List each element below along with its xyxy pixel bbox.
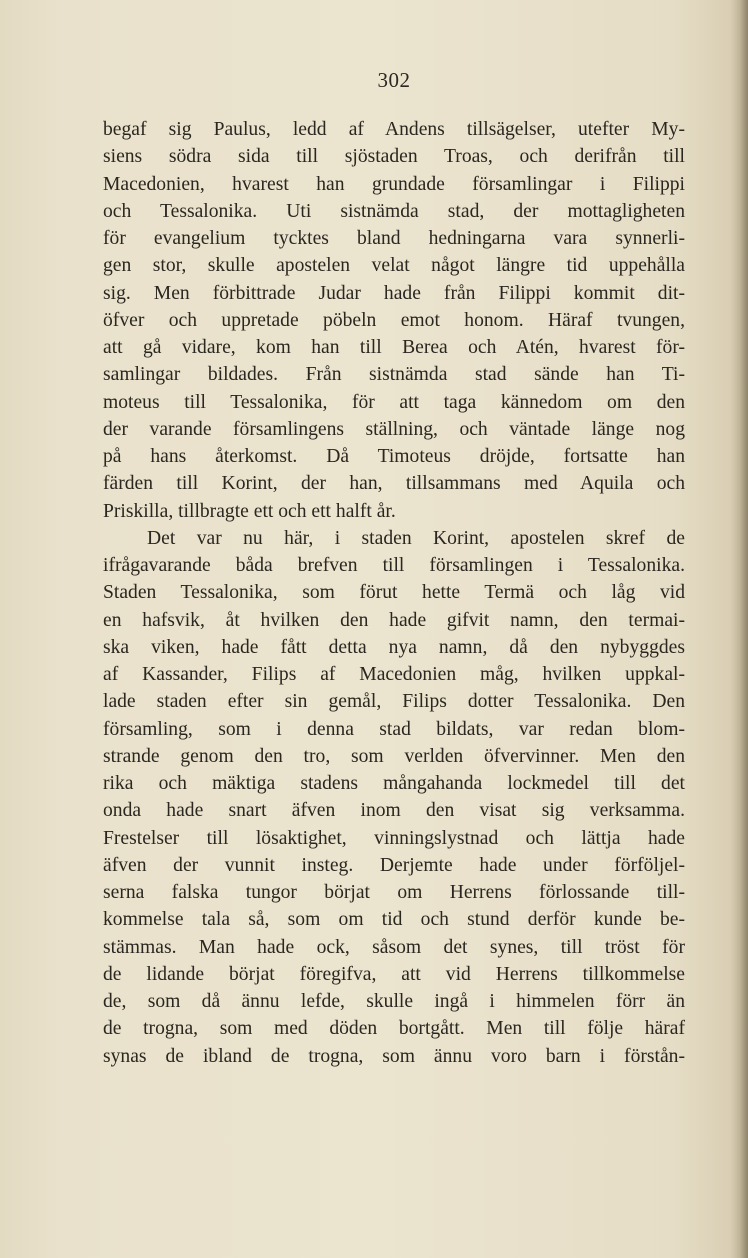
text-line: rika och mäktiga stadens mångahanda lockmedel till det [103, 773, 685, 794]
text-line: moteus till Tessalonika, för att taga kännedom om den [103, 391, 685, 413]
text-line: de, som då ännu lefde, skulle ingå i himmelen förr än [103, 991, 685, 1012]
page-edge-shadow [730, 0, 748, 1258]
text-line: siens södra sida till sjöstaden Troas, och derifrån till [103, 146, 685, 168]
text-line: af Kassander, Filips af Macedonien måg, hvilken uppkal- [103, 664, 685, 685]
page-number: 302 [377, 68, 411, 92]
text-line: de trogna, som med döden bortgått. Men till följe häraf [103, 1018, 685, 1040]
text-line: serna falska tungor börjat om Herrens förlossande till- [103, 882, 685, 903]
text-line: der varande församlingens ställning, och väntade länge nog [103, 418, 685, 440]
text-line: på hans återkomst. Då Timoteus dröjde, fortsatte han [103, 446, 685, 467]
text-line: stämmas. Man hade ock, såsom det synes, till tröst för [103, 936, 685, 958]
text-line: församling, som i denna stad bildats, var redan blom- [103, 718, 685, 740]
text-line: äfven der vunnit insteg. Derjemte hade under förföljel- [103, 854, 685, 876]
text-line: Staden Tessalonika, som förut hette Termä och låg vid [103, 582, 685, 604]
text-line: och Tessalonika. Uti sistnämda stad, der mottagligheten [103, 200, 685, 222]
text-line: onda hade snart äfven inom den visat sig verksamma. [103, 800, 685, 822]
text-line: ifrågavarande båda brefven till församlingen i Tessalonika. [103, 555, 685, 576]
paragraph-start-line: Det var nu här, i staden Korint, apostelen skref de [147, 527, 685, 549]
text-line: gen stor, skulle apostelen velat något längre tid uppehålla [103, 255, 685, 277]
text-line: öfver och uppretade pöbeln emot honom. Häraf tvungen, [103, 309, 685, 331]
text-line: för evangelium tycktes bland hedningarna vara synnerli- [103, 228, 685, 249]
text-line: de lidande börjat föregifva, att vid Herrens tillkommelse [103, 963, 685, 985]
text-line: Frestelser till lösaktighet, vinningslystnad och lättja hade [103, 827, 685, 849]
text-line: strande genom den tro, som verlden öfvervinner. Men den [103, 745, 685, 767]
text-line: kommelse tala så, som om tid och stund derför kunde be- [103, 909, 685, 931]
text-line: synas de ibland de trogna, som ännu voro barn i förstån- [103, 1045, 685, 1067]
text-line: att gå vidare, kom han till Berea och Atén, hvarest för- [103, 337, 685, 358]
text-line: samlingar bildades. Från sistnämda stad sände han Ti- [103, 364, 685, 386]
text-line: sig. Men förbittrade Judar hade från Filippi kommit dit- [103, 282, 685, 304]
text-line: Macedonien, hvarest han grundade församlingar i Filippi [103, 173, 685, 195]
text-line: färden till Korint, der han, tillsammans med Aquila och [103, 473, 685, 495]
text-line: begaf sig Paulus, ledd af Andens tillsägelser, utefter My- [103, 119, 685, 140]
paragraph-end-line: Priskilla, tillbragte ett och ett halft år. [103, 500, 396, 522]
text-line: ska viken, hade fått detta nya namn, då den nybyggdes [103, 636, 685, 658]
text-line: lade staden efter sin gemål, Filips dotter Tessalonika. Den [103, 691, 685, 713]
body-text [103, 116, 685, 1070]
text-line: en hafsvik, åt hvilken den hade gifvit namn, den termai- [103, 609, 685, 631]
